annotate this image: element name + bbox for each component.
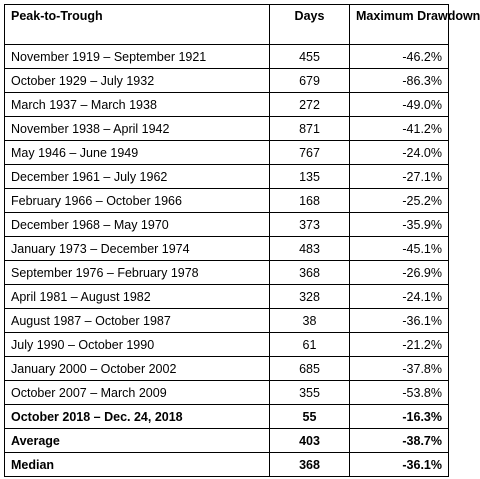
drawdown-cell: -26.9% (350, 261, 449, 285)
days-cell: 55 (270, 405, 350, 429)
period-cell: January 2000 – October 2002 (5, 357, 270, 381)
drawdown-cell: -36.1% (350, 309, 449, 333)
table-row (5, 93, 449, 117)
period-cell: October 2018 – Dec. 24, 2018 (5, 405, 270, 429)
table-row (5, 237, 449, 261)
drawdown-cell: -36.1% (350, 453, 449, 477)
period-cell: Average (5, 429, 270, 453)
period-cell: May 1946 – June 1949 (5, 141, 270, 165)
table-row (5, 333, 449, 357)
period-cell: August 1987 – October 1987 (5, 309, 270, 333)
header-period: Peak-to-Trough (5, 5, 270, 45)
drawdown-cell: -46.2% (350, 45, 449, 69)
period-cell: March 1937 – March 1938 (5, 93, 270, 117)
days-cell: 368 (270, 453, 350, 477)
days-cell: 685 (270, 357, 350, 381)
table-row (5, 189, 449, 213)
days-cell: 679 (270, 69, 350, 93)
days-cell: 135 (270, 165, 350, 189)
drawdown-cell: -24.1% (350, 285, 449, 309)
table-row (5, 69, 449, 93)
drawdown-cell: -35.9% (350, 213, 449, 237)
header-days: Days (270, 5, 350, 45)
drawdown-cell: -41.2% (350, 117, 449, 141)
table-row (5, 309, 449, 333)
table-row (5, 285, 449, 309)
period-cell: October 1929 – July 1932 (5, 69, 270, 93)
drawdown-cell: -86.3% (350, 69, 449, 93)
table-row (5, 117, 449, 141)
days-cell: 328 (270, 285, 350, 309)
drawdown-cell: -21.2% (350, 333, 449, 357)
period-cell: November 1938 – April 1942 (5, 117, 270, 141)
drawdown-cell: -38.7% (350, 429, 449, 453)
days-cell: 403 (270, 429, 350, 453)
table-row (5, 357, 449, 381)
period-cell: July 1990 – October 1990 (5, 333, 270, 357)
days-cell: 368 (270, 261, 350, 285)
table-row (5, 405, 449, 429)
table-row (5, 165, 449, 189)
days-cell: 373 (270, 213, 350, 237)
days-cell: 38 (270, 309, 350, 333)
days-cell: 455 (270, 45, 350, 69)
days-cell: 272 (270, 93, 350, 117)
drawdown-cell: -25.2% (350, 189, 449, 213)
drawdown-cell: -53.8% (350, 381, 449, 405)
drawdown-cell: -45.1% (350, 237, 449, 261)
drawdown-cell: -49.0% (350, 93, 449, 117)
table-row (5, 261, 449, 285)
days-cell: 483 (270, 237, 350, 261)
days-cell: 767 (270, 141, 350, 165)
drawdown-cell: -27.1% (350, 165, 449, 189)
period-cell: February 1966 – October 1966 (5, 189, 270, 213)
drawdown-table (4, 4, 480, 477)
days-cell: 871 (270, 117, 350, 141)
header-max-drawdown (350, 5, 480, 45)
period-cell: December 1968 – May 1970 (5, 213, 270, 237)
drawdown-cell: -24.0% (350, 141, 449, 165)
period-cell: November 1919 – September 1921 (5, 45, 270, 69)
drawdown-cell: -37.8% (350, 357, 449, 381)
drawdown-cell: -16.3% (350, 405, 449, 429)
table-row (5, 213, 449, 237)
period-cell: September 1976 – February 1978 (5, 261, 270, 285)
table-row (5, 141, 449, 165)
period-cell: Median (5, 453, 270, 477)
days-cell: 61 (270, 333, 350, 357)
table-row (5, 381, 449, 405)
period-cell: October 2007 – March 2009 (5, 381, 270, 405)
header-row (5, 5, 449, 45)
period-cell: April 1981 – August 1982 (5, 285, 270, 309)
period-cell: January 1973 – December 1974 (5, 237, 270, 261)
days-cell: 168 (270, 189, 350, 213)
table-row (5, 453, 449, 477)
header-max-drawdown-label: Maximum Drawdown (356, 9, 480, 23)
days-cell: 355 (270, 381, 350, 405)
table-row (5, 429, 449, 453)
period-cell: December 1961 – July 1962 (5, 165, 270, 189)
table-row (5, 45, 449, 69)
